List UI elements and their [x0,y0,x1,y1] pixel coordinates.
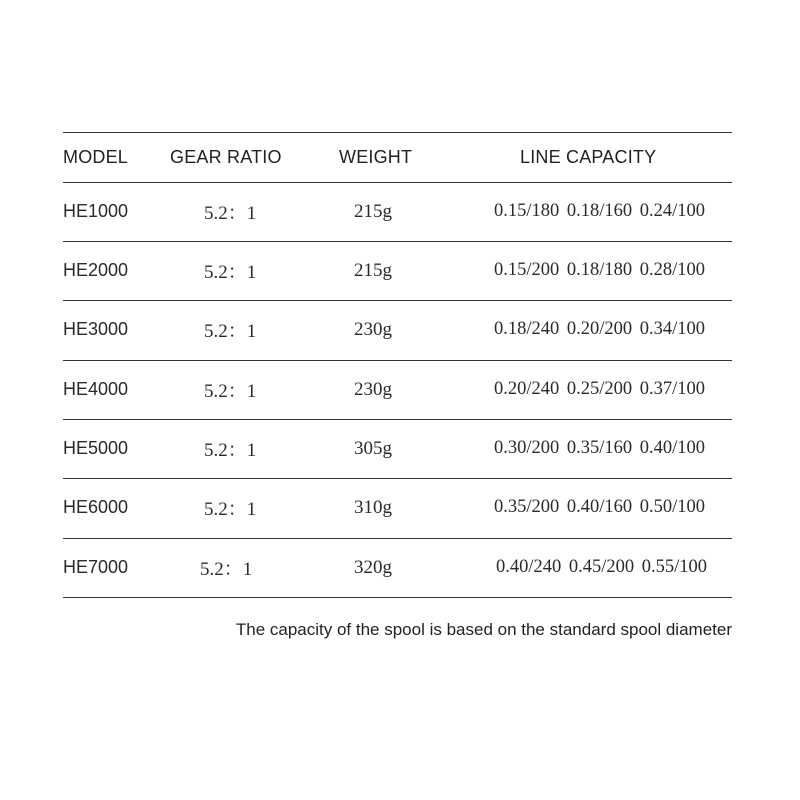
model-cell: HE2000 [63,260,129,280]
line-capacity-cell: 0.15/180 0.18/160 0.24/100 [494,201,706,221]
line-capacity-cell: 0.40/240 0.45/200 0.55/100 [496,557,708,577]
weight-cell: 230g [354,318,392,340]
gear-ratio-cell: 5.2：1 [204,499,257,520]
weight-cell: 215g [354,200,392,222]
table-row [63,419,732,478]
model-cell: HE4000 [63,379,129,399]
gear-ratio-cell: 5.2：1 [200,559,253,580]
line-capacity-cell: 0.20/240 0.25/200 0.37/100 [494,379,706,399]
line-capacity-cell: 0.18/240 0.20/200 0.34/100 [494,319,706,339]
header-model: MODEL [63,146,129,167]
header-line-capacity: LINE CAPACITY [520,146,657,167]
table-row [63,300,732,359]
model-cell: HE6000 [63,497,129,517]
weight-cell: 320g [354,556,392,578]
table-row [63,538,732,597]
gear-ratio-cell: 5.2：1 [204,440,257,461]
gear-ratio-cell: 5.2：1 [204,381,257,402]
model-cell: HE5000 [63,438,129,458]
footnote: The capacity of the spool is based on the standard spool diameter [235,620,732,639]
line-capacity-cell: 0.15/200 0.18/180 0.28/100 [494,260,706,280]
table-row [63,478,732,537]
line-capacity-cell: 0.35/200 0.40/160 0.50/100 [494,497,706,517]
table-header-row [63,132,732,182]
table-row [63,360,732,419]
header-weight: WEIGHT [339,146,413,167]
model-cell: HE1000 [63,201,129,221]
table-row [63,241,732,300]
header-gear-ratio: GEAR RATIO [170,146,282,167]
model-cell: HE3000 [63,319,129,339]
gear-ratio-cell: 5.2：1 [204,203,257,224]
line-capacity-cell: 0.30/200 0.35/160 0.40/100 [494,438,706,458]
weight-cell: 310g [354,496,392,518]
table-row [63,182,732,241]
model-cell: HE7000 [63,557,129,577]
table-bottom-rule [63,597,732,598]
gear-ratio-cell: 5.2：1 [204,262,257,283]
weight-cell: 215g [354,259,392,281]
weight-cell: 230g [354,378,392,400]
weight-cell: 305g [354,437,392,459]
gear-ratio-cell: 5.2：1 [204,321,257,342]
